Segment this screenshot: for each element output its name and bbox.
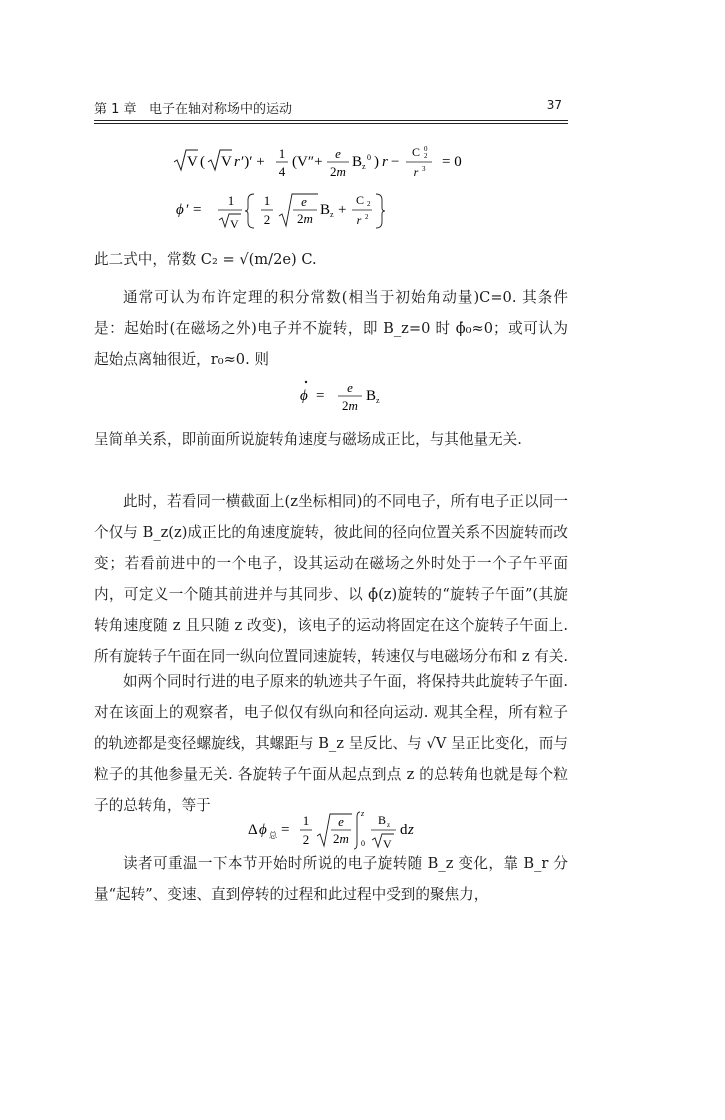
svg-text:1: 1 [302,813,310,828]
page-number: 37 [546,98,562,112]
svg-text:2: 2 [302,832,310,847]
chapter-heading [94,98,292,117]
svg-text:B: B [320,202,331,218]
svg-text:z: z [361,809,365,818]
paragraph-simple-relation [94,424,568,455]
paragraph-3-text: 呈简单关系，即前面所说旋转角速度与磁场成正比，与其他量无关. [94,431,522,448]
svg-text:C: C [355,193,365,207]
paragraph-5-text: 如两个同时行进的电子原来的轨迹共子午面，将保持共此旋转子午面. 对在该面上的观察者，电子似仅有纵向和径向运动. 观其全程，所有粒子的轨迹都是变径螺旋线，其螺距与 B_z 呈反比、与 √V 呈正比变化，而与粒子的其他参量无关. 各旋转子午面从起点到点 z 的总转角也就是每个粒子的总转角，等于 [94,673,568,814]
paragraph-review [94,848,568,910]
svg-text:r: r [234,154,240,170]
svg-text:1: 1 [263,193,271,208]
svg-text:4: 4 [278,164,286,179]
svg-text:z: z [408,822,414,838]
svg-text:r: r [356,213,362,227]
svg-text:B: B [352,154,363,170]
svg-text:2: 2 [367,200,371,208]
paragraph-4-text: 此时，若看同一横截面上(z坐标相同)的不同电子，所有电子正以同一个仅与 B_z(z)成正比的角速度旋转，彼此间的径向位置关系不因旋转而改变；若看前进中的一个电子，设其运动在磁场之外时处于一个子午平面内，可定义一个随其前进并与其同步、以 ϕ̇(z)旋转的“旋转子午面”(其旋转角速度随 z 且只随 z 改变)，该电子的运动将固定在这个旋转子午面上. 所有旋转子午面在同一纵向位置同速旋转，转速仅与电磁场分布和 z 有关. [94,493,569,665]
svg-text:d: d [400,822,408,838]
svg-text:2: 2 [424,152,428,160]
svg-text:(V″+: (V″+ [292,154,323,170]
svg-text:V: V [383,837,392,851]
svg-text:2m: 2m [342,398,358,413]
svg-text:ϕ: ϕ [176,202,184,218]
svg-text:+: + [338,202,347,218]
svg-text:2m: 2m [330,164,346,179]
svg-text:=: = [281,822,290,838]
svg-text:′)′ +: ′)′ + [241,154,265,170]
svg-text:e: e [347,380,353,395]
svg-text:0: 0 [367,153,371,162]
header-rule-thin [94,123,568,124]
svg-text:r: r [382,154,388,170]
svg-text:): ) [374,154,379,170]
svg-text:1: 1 [227,193,235,208]
svg-text:2: 2 [365,213,369,221]
running-header [94,98,570,118]
equation-1 [172,138,502,182]
paragraph-2-text: 通常可认为布许定理的积分常数(相当于初始角动量)C=0. 其条件是：起始时(在磁场之外)电子并不旋转，即 B_z=0 时 ϕ̇₀≈0；或可认为起始点离轴很近，r₀≈0. 则 [94,289,568,368]
svg-text:B: B [366,388,377,404]
paragraph-trajectories [94,666,568,821]
svg-text:V: V [221,154,232,170]
svg-text:总: 总 [269,831,277,840]
paragraph-1-text: 此二式中，常数 C₂ = √(m/2e) C. [94,251,317,268]
svg-text:e: e [301,194,307,209]
svg-text:=: = [316,388,325,404]
chapter-label: 第 1 章 [94,102,137,117]
svg-text:C: C [411,145,421,159]
svg-text:B: B [378,813,387,827]
svg-text:ϕ: ϕ [259,822,267,838]
svg-text:ϕ: ϕ [300,388,308,404]
svg-text:1: 1 [278,146,286,161]
svg-text:2: 2 [263,212,271,227]
equation-3 [296,372,406,416]
svg-text:V: V [230,217,239,231]
header-rule [94,120,568,121]
svg-text:′ =: ′ = [186,202,202,218]
svg-text:z: z [362,162,366,171]
equation-2 [172,186,412,234]
svg-text:e: e [338,814,344,829]
svg-text:(: ( [200,154,205,170]
svg-text:V: V [187,154,198,170]
svg-text:r: r [413,165,419,179]
svg-text:Δ: Δ [248,822,258,838]
svg-text:0: 0 [361,839,365,848]
paragraph-6-text: 读者可重温一下本节开始时所说的电子旋转随 B_z 变化，靠 B_r 分量“起转”、变速、直到停转的过程和此过程中受到的聚焦力， [94,855,569,903]
svg-text:2m: 2m [333,831,349,846]
chapter-title: 电子在轴对称场中的运动 [148,102,292,117]
svg-text:z: z [387,821,391,829]
equation-4 [244,804,444,854]
svg-text:−: − [391,154,400,170]
svg-text:3: 3 [422,165,426,173]
svg-text:= 0: = 0 [442,154,462,170]
paragraph-constant-c2 [94,244,568,275]
svg-text:z: z [330,210,334,219]
paragraph-busch-theorem [94,282,568,375]
svg-text:e: e [335,146,341,161]
svg-text:z: z [376,396,380,405]
svg-text:0: 0 [424,145,428,153]
paragraph-rotating-meridian [94,486,568,672]
svg-text:2m: 2m [297,211,313,226]
